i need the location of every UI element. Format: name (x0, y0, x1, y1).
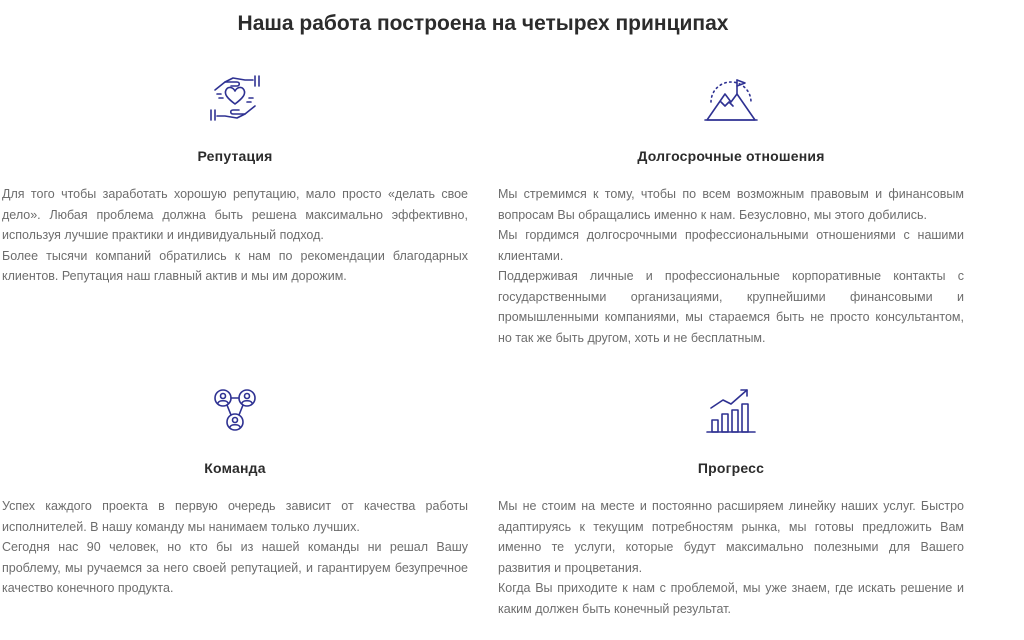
team-icon (205, 380, 265, 440)
card-title: Команда (204, 460, 266, 476)
card-title: Долгосрочные отношения (637, 148, 825, 164)
card-body (2, 496, 468, 599)
card-paragraph: Для того чтобы заработать хорошую репутацию, мало просто «делать свое дело». Любая проблема должна быть решена максимально эффективно, используя лучшие практики и индивидуальный подход. (2, 187, 468, 242)
heart-hands-icon (205, 68, 265, 128)
mountain-flag-icon (701, 68, 761, 128)
card-paragraph: Более тысячи компаний обратились к нам по рекомендации благодарных клиентов. Репутация наш главный актив и мы им дорожим. (2, 248, 468, 283)
card-body (498, 496, 964, 619)
card-paragraph: Сегодня нас 90 человек, но кто бы из нашей команды ни решал Вашу проблему, мы ручаемся за него своей репутацией, и гарантируем безупречное качество конечного продукта. (2, 540, 468, 595)
card-body (498, 184, 964, 348)
card-title: Репутация (197, 148, 273, 164)
card-paragraph: Когда Вы приходите к нам с проблемой, мы уже знаем, где искать решение и каким должен быть конечный результат. (498, 581, 964, 616)
card-team (2, 380, 468, 599)
card-body (2, 184, 468, 287)
card-longterm (498, 68, 964, 348)
card-progress (498, 380, 964, 619)
card-paragraph: Мы не стоим на месте и постоянно расширяем линейку наших услуг. Быстро адаптируясь к текущим потребностям рынка, мы готовы предложить Вам именно те услуги, которые будут максимально полезными для Вашего развития и процветания. (498, 499, 964, 575)
card-title: Прогресс (697, 460, 765, 476)
card-paragraph: Успех каждого проекта в первую очередь зависит от качества работы исполнителей. В нашу команду мы нанимаем только лучших. (2, 499, 468, 534)
page-title: Наша работа построена на четырех принципах (237, 12, 729, 35)
card-reputation (2, 68, 468, 287)
card-paragraph: Поддерживая личные и профессиональные корпоративные контакты с государственными организациями, крупнейшими финансовыми и промышленными компаниями, мы стараемся быть не просто консультантом, но так же быть другом, хоть и не бесплатным. (498, 269, 964, 345)
card-paragraph: Мы гордимся долгосрочными профессиональными отношениями с нашими клиентами. (498, 228, 964, 263)
card-paragraph: Мы стремимся к тому, чтобы по всем возможным правовым и финансовым вопросам Вы обращались именно к нам. Безусловно, мы этого добились. (498, 187, 964, 222)
growth-chart-icon (701, 380, 761, 440)
